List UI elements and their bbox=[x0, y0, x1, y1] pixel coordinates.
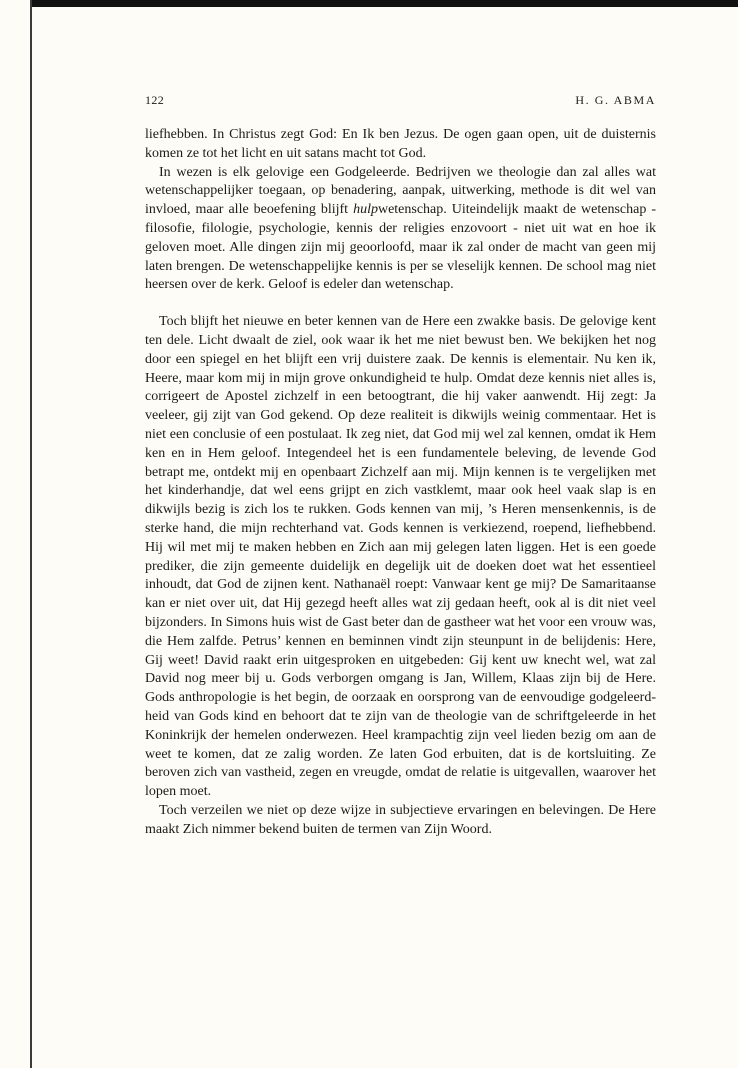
page-number: 122 bbox=[145, 93, 165, 107]
scan-left-edge bbox=[30, 0, 32, 1068]
paragraph: liefhebben. In Christus zegt God: En Ik ben Jezus. De ogen gaan open, uit de duisternis komen ze tot het licht en uit satans macht tot God. bbox=[145, 127, 656, 161]
paragraph-text: wetenschap. Uiteindelijk maakt de wetenschap -filosofie, filologie, psychologie, kennis der religies enzovoort - niet uit wat en hoe ik geloven moet. Alle dingen zijn mij geoorloofd, maar ik zal onder de macht van geen mij laten brengen. De wetenschappelijke kennis is per se vleselijk kennen. De school mag niet heersen over de kerk. Geloof is edeler dan wetenschap. bbox=[145, 202, 656, 293]
paragraph bbox=[145, 164, 656, 296]
running-author: H. G. ABMA bbox=[575, 93, 656, 107]
body-text bbox=[145, 126, 656, 839]
emphasis-text: hulp bbox=[353, 202, 378, 218]
running-head bbox=[145, 93, 656, 109]
book-page bbox=[145, 93, 656, 839]
scan-top-edge bbox=[30, 0, 738, 7]
paragraph: Toch blijft het nieuwe en beter kennen van de Here een zwakke basis. De gelovige kent ten dele. Licht dwaalt de ziel, ook waar ik het me niet bewust ben. We bekijken het nog door een spiegel en het blijft een vrij duistere zaak. De kennis is elementair. Nu ken ik, Heere, maar kom mij in mijn grove onkundigheid te hulp. Omdat deze kennis niet alles is, corrigeert de Apostel zichzelf in een betoogtrant, die hij vaker aanwendt. Hij zegt: Ja veeleer, gij zijt van God gekend. Op deze realiteit is dikwijls weinig commentaar. Het is niet een conclusie of een postulaat. Ik zeg niet, dat God mij wel zal kennen, omdat ik Hem ken en in Hem geloof. Integendeel het is een fundamentele beleving, de levende God betrapt me, ontdekt mij en openbaart Zichzelf aan mij. Mijn kennen is te vergelijken met het kinderhandje, dat wel eens grijpt en zich vastklemt, maar ook heel vaak slap is en dikwijls bezig is zich los te rukken. Gods kennen van mij, ’s Heren mensenkennis, is de sterke hand, die mijn rechterhand vat. Gods kennen is verkiezend, roepend, liefhebbend. Hij wil met mij te maken hebben en Zich aan mij gelegen laten liggen. Het is een goede prediker, die zijn gemeente duidelijk en degelijk uit de doeken doet wat het essentieel inhoudt, dat God de zijnen kent. Nathanaël roept: Vanwaar kent ge mij? De Samaritaanse kan er niet over uit, dat Hij gezegd heeft alles wat zij gedaan heeft, ook al is dit niet veel bijzonders. In Simons huis wist de Gast beter dan de gastheer wat het voor een vrouw was, die Hem zalfde. Petrus’ kennen en beminnen vindt zijn steunpunt in de belijdenis: Here, Gij weet! David raakt erin uitgesproken en uitgebeden: Gij kent uw knecht wel, wat zal David nog meer bij u. Gods verborgen omgang is Jan, Willem, Klaas zijn bij de Here. Gods anthropologie is het begin, de oorzaak en oorsprong van de eenvoudige godgeleerdheid van Gods kind en behoort dat te zijn van de theologie van de schriftgeleerde in het Koninkrijk der hemelen onderwezen. Heel krampachtig zijn veel lieden bezig om aan de weet te komen, dat ze zalig worden. Ze laten God erbuiten, dat is de kortsluiting. Ze beroven zich van vastheid, zegen en vreugde, omdat de relatie is uitgevallen, waarover het lopen moet. bbox=[145, 314, 656, 800]
paragraph: Toch verzeilen we niet op deze wijze in subjectieve ervaringen en belevingen. De Here maakt Zich nimmer bekend buiten de termen van Zijn Woord. bbox=[145, 802, 656, 837]
paragraph-text: In wezen is elk gelovige een Godgeleerde. Bedrijven we theologie dan zal alles wat wetenschappelijker toegaan, op benadering, aanpak, uitwerking, methode is dit wel van invloed, maar alle beoefening blijft bbox=[145, 164, 656, 218]
